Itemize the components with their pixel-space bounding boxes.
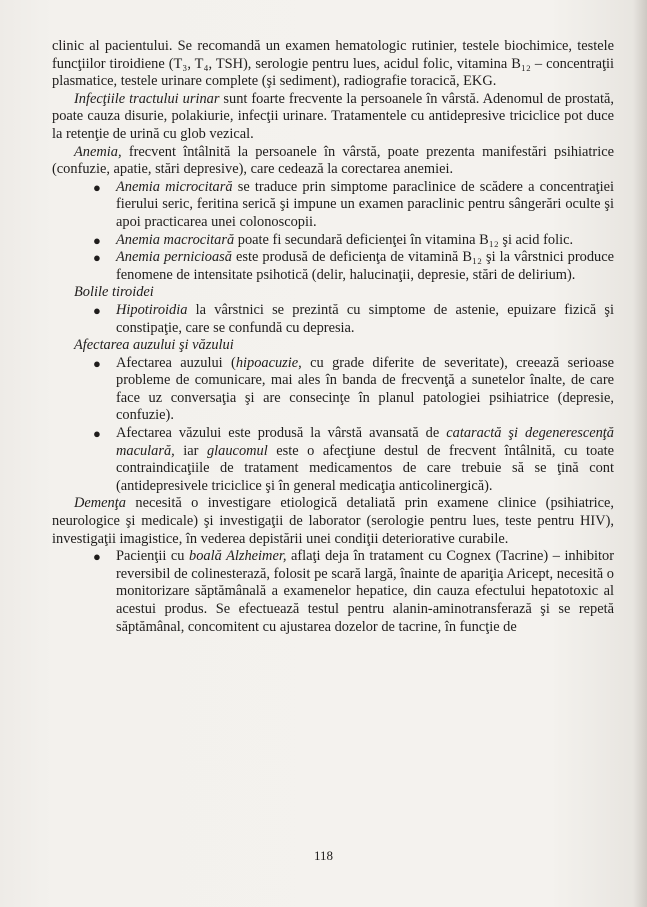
bullet-icon: ● — [93, 179, 101, 195]
text-run: Afectarea văzului este produsă la vârstă avansată de — [116, 425, 447, 442]
italic-text: Anemia microcitară — [116, 178, 233, 195]
text-run: iar — [174, 442, 207, 459]
text-run: Afectarea auzului ( — [116, 354, 236, 371]
page-edge-shadow — [633, 0, 647, 907]
text-run: se traduce prin simptome paraclinice de scădere a concentraţiei fierului seric, feritina serică şi impune un examen paraclinic pentru sângerări oculte şi apoi practicarea unei colonoscopii. — [116, 178, 614, 230]
paragraph — [52, 91, 614, 144]
italic-text: Anemia pernicioasă — [116, 249, 232, 266]
bullet-icon: ● — [93, 355, 101, 371]
text-run: este produsă de deficienţa de vitamină B₁₂ şi la vârstnici produce fenomene de intensitate psihotică (delir, halucinaţii, depresie, stări de delirium). — [116, 249, 614, 283]
list-item — [93, 249, 614, 284]
bullet-icon: ● — [93, 250, 101, 266]
paragraph — [52, 38, 614, 91]
body-text — [52, 38, 614, 636]
text-run: necesită o investigare etiologică detaliată prin examene clinice (psihiatrice, neurologice şi medicale) şi investigaţii de laborator (serologie pentru lues, teste pentru HIV), investigaţii imagistice, în vederea depistării unei condiţii deteriorative curabile. — [52, 495, 614, 547]
italic-text: hipoacuzie — [235, 354, 299, 371]
italic-text: Anemia macrocitară — [116, 231, 235, 248]
paragraph — [52, 144, 614, 179]
bullet-icon: ● — [93, 426, 101, 442]
text-run: aflaţi deja în tratament cu Cognex (Tacrine) – inhibitor reversibil de colinesterază, folosit pe scară largă, înainte de apariţia Aricept, necesită o monitorizare săptămânală a examenelor hepatice, din cauza efectului hepatotoxic al acestui produs. Se efectuează testul pentru alanin-aminotransferază şi se repetă săptămânal, concomitent cu ajustarea dozelor de tacrine, în funcţie de — [116, 548, 615, 635]
text-run: Pacienţii cu — [116, 548, 190, 565]
text-run: la vârstnici se prezintă cu simptome de astenie, epuizare fizică şi constipaţie, care se confundă cu depresia. — [116, 301, 614, 336]
page-number: 118 — [313, 848, 334, 863]
italic-text: Demenţa — [74, 495, 126, 512]
section-subheading — [52, 284, 614, 302]
paragraph — [52, 495, 614, 548]
bullet-list — [52, 548, 614, 636]
italic-text: Afectarea auzului şi văzului — [74, 337, 234, 354]
bullet-list — [52, 355, 614, 496]
italic-text: boală Alzheimer, — [189, 548, 287, 565]
bullet-icon: ● — [93, 549, 101, 565]
list-item — [93, 354, 615, 425]
list-item — [93, 231, 614, 250]
bullet-icon: ● — [93, 302, 101, 318]
italic-text: Hipotiroidia — [116, 301, 188, 318]
italic-text: Bolile tiroidei — [74, 284, 154, 301]
bullet-list — [52, 179, 614, 285]
bullet-list — [52, 302, 614, 337]
text-run: clinic al pacientului. Se recomandă un examen hematologic rutinier, testele biochimice, testele funcţiilor tiroidiene (T₃, T₄, TSH), serologie pentru lues, acidul folic, vitamina B₁₂ – concentraţii plasmatice, testele urinare complete (şi sediment), radiografie toracică, EKG. — [52, 38, 614, 90]
text-run: frecvent întâlnită la persoanele în vârstă, poate prezenta manifestări psihiatrice (confuzie, apatie, stări depresive), care cedează la corectarea anemiei. — [52, 143, 614, 178]
italic-text: glaucomul — [206, 442, 268, 459]
list-item — [93, 425, 614, 495]
list-item — [93, 178, 614, 232]
italic-text: Anemia, — [74, 143, 122, 160]
text-run: , cu grade diferite de severitate), creează serioase probleme de comunicare, mai ales în banda de frecvenţă a sunetelor înalte, de care face uz conversaţia şi are consecinţe în planul patologiei psihiatrice (depresie, confuzie). — [116, 354, 615, 424]
bullet-icon: ● — [93, 232, 101, 248]
italic-text: Infecţiile tractului urinar — [74, 90, 220, 107]
italic-text: cataractă şi degenerescenţă maculară, — [116, 425, 614, 459]
list-item — [93, 301, 614, 337]
list-item — [93, 548, 615, 636]
text-run: sunt foarte frecvente la persoanele în vârstă. Adenomul de prostată, poate cauza disurie, polakiurie, infecţii urinare. Tratamentele cu antidepresive triciclice pot duce la retenţie de urină cu glob vezical. — [52, 90, 615, 142]
text-run: poate fi secundară deficienţei în vitamina B₁₂ şi acid folic. — [234, 231, 574, 248]
section-subheading — [52, 337, 614, 355]
text-run: este o afecţiune destul de frecvent întâlnită, cu toate contraindicaţiile de tratament medicamentos de care trebuie să se ţină cont (antidepresivele triciclice şi în general medicaţia anticolinergică). — [116, 442, 614, 494]
